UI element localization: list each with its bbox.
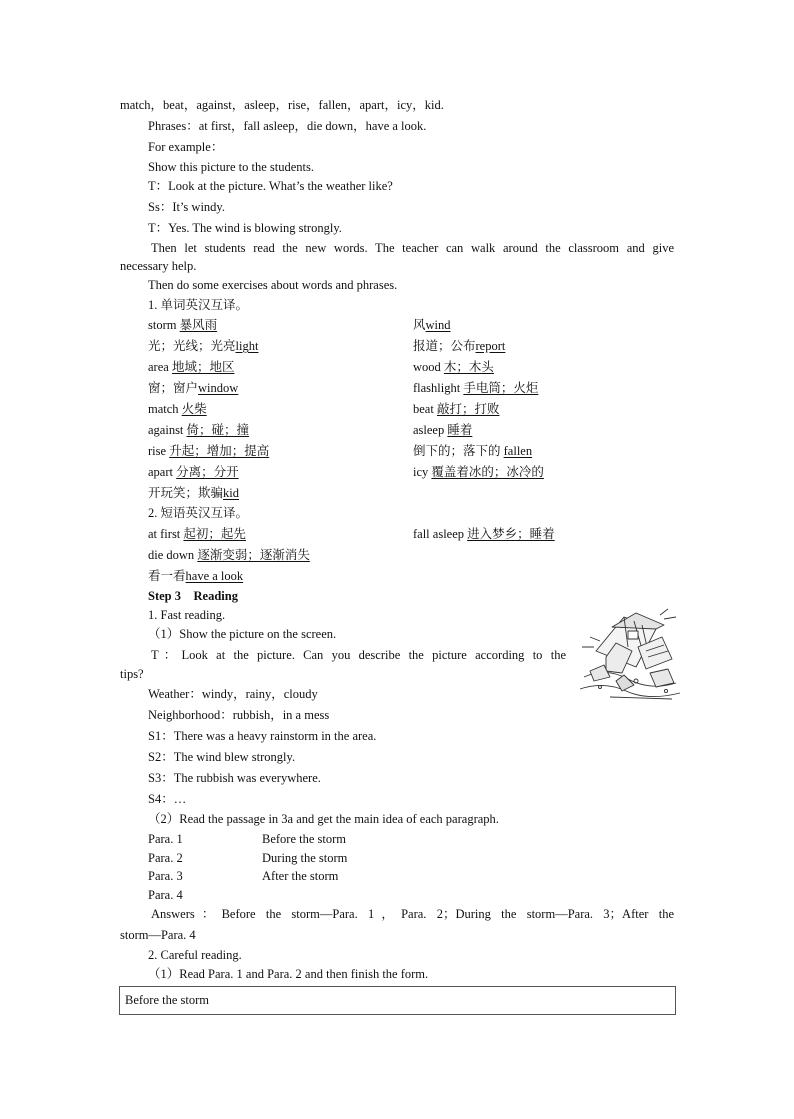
storm-damage-illustration [576,607,682,703]
phrase-answer: 起初；起先 [183,527,246,541]
vocab-left: apart 分离；分开 [148,465,239,479]
phrase-right: fall asleep 进入梦乡；睡着 [413,527,555,541]
vocab-answer: kid [223,486,239,500]
para-idea: Before the storm [262,832,347,846]
vocab-answer: fallen [503,444,533,458]
phrase-left: die down 逐渐变弱；逐渐消失 [148,548,310,562]
show-picture-step: （1）Show the picture on the screen. [148,627,337,641]
vocab-answer: 火柴 [181,402,207,416]
vocab-answer: 敲打；打败 [436,402,500,416]
student-answer: S3：The rubbish was everywhere. [148,771,321,785]
main-idea-instruction: （2）Read the passage in 3a and get the main idea of each paragraph. [148,812,499,826]
before-storm-form [119,986,676,1015]
vocab-answer: 分离；分开 [176,465,239,479]
para-label: Para. 1 [148,832,183,846]
vocab-answer: 倚；碰；撞 [186,423,250,437]
phrase-left: 看一看have a look [148,569,244,583]
step3-heading: Step 3 Reading [148,589,238,603]
new-words-text: Then let students read the new words. The teacher can walk around the classroom and give [151,241,674,255]
para-label: Para. 4 [148,888,183,902]
student-answer: S1：There was a heavy rainstorm in the area. [148,729,377,743]
vocab-left: 窗；窗户window [148,381,239,395]
vocab-left: storm 暴风雨 [148,318,218,332]
vocab-right: 倒下的；落下的 fallen [413,444,533,458]
answers-text: Answers：Before the storm—Para. 1，Para. 2；During the storm—Para. 3；After the [151,907,674,921]
vocab-left: 开玩笑；欺骗kid [148,486,239,500]
dialog-line: T：Yes. The wind is blowing strongly. [148,221,342,235]
vocab-left: match 火柴 [148,402,207,416]
student-answer: S2：The wind blew strongly. [148,750,296,764]
phrase-answer: 进入梦乡；睡着 [467,527,555,541]
show-picture-instruction: Show this picture to the students. [148,160,314,174]
for-example: For example： [148,140,224,154]
vocab-left: rise 升起；增加；提高 [148,444,270,458]
vocab-answer: window [198,381,239,395]
tips-question: T：Look at the picture. Can you describe the picture according to the [151,648,566,662]
vocab-right: icy 覆盖着冰的；冰冷的 [413,465,544,479]
vocab-answer: 木；木头 [443,360,494,374]
form-header: Before the storm [125,993,210,1007]
student-answer: S4：… [148,792,187,806]
exercise-1-heading: 1. 单词英汉互译。 [148,298,249,312]
exercises-text: Then do some exercises about words and phrases. [148,278,398,292]
new-words-text-cont: necessary help. [120,259,197,273]
vocab-answer: 睡着 [447,423,473,437]
vocab-right: 风wind [413,318,451,332]
answers-text-cont: storm—Para. 4 [120,928,196,942]
phrase-left: at first 起初；起先 [148,527,246,541]
vocab-left: against 倚；碰；撞 [148,423,250,437]
vocab-answer: 地域；地区 [171,360,235,374]
vocab-left: area 地域；地区 [148,360,235,374]
phrase-answer: have a look [185,569,244,583]
vocab-right: asleep 睡着 [413,423,473,437]
dialog-line: T：Look at the picture. What’s the weather like? [148,179,393,193]
vocab-answer: report [475,339,506,353]
para-label: Para. 2 [148,851,183,865]
phrase-answer: 逐渐变弱；逐渐消失 [197,548,310,562]
vocab-answer: 覆盖着冰的；冰冷的 [431,465,544,479]
vocab-left: 光；光线；光亮light [148,339,259,353]
para-idea: After the storm [262,869,339,883]
neighborhood-tips: Neighborhood：rubbish，in a mess [148,708,330,722]
fast-reading: 1. Fast reading. [148,608,226,622]
vocab-right: flashlight 手电筒；火炬 [413,381,539,395]
careful-reading: 2. Careful reading. [148,948,242,962]
words-line: match，beat，against，asleep，rise，fallen，apart，icy，kid. [120,98,444,112]
vocab-answer: light [235,339,259,353]
vocab-right: wood 木；木头 [413,360,494,374]
vocab-answer: wind [425,318,451,332]
vocab-answer: 暴风雨 [179,318,218,332]
para-idea: During the storm [262,851,348,865]
tips-question-cont: tips? [120,667,144,681]
dialog-line: Ss：It’s windy. [148,200,225,214]
weather-tips: Weather：windy，rainy，cloudy [148,687,318,701]
exercise-2-heading: 2. 短语英汉互译。 [148,506,249,520]
vocab-answer: 升起；增加；提高 [169,444,270,458]
para-label: Para. 3 [148,869,183,883]
vocab-right: 报道；公布report [413,339,506,353]
vocab-right: beat 敲打；打败 [413,402,500,416]
form-instruction: （1）Read Para. 1 and Para. 2 and then finish the form. [148,967,429,981]
phrases-line: Phrases：at first，fall asleep，die down，have a look. [148,119,427,133]
vocab-answer: 手电筒；火炬 [463,381,539,395]
